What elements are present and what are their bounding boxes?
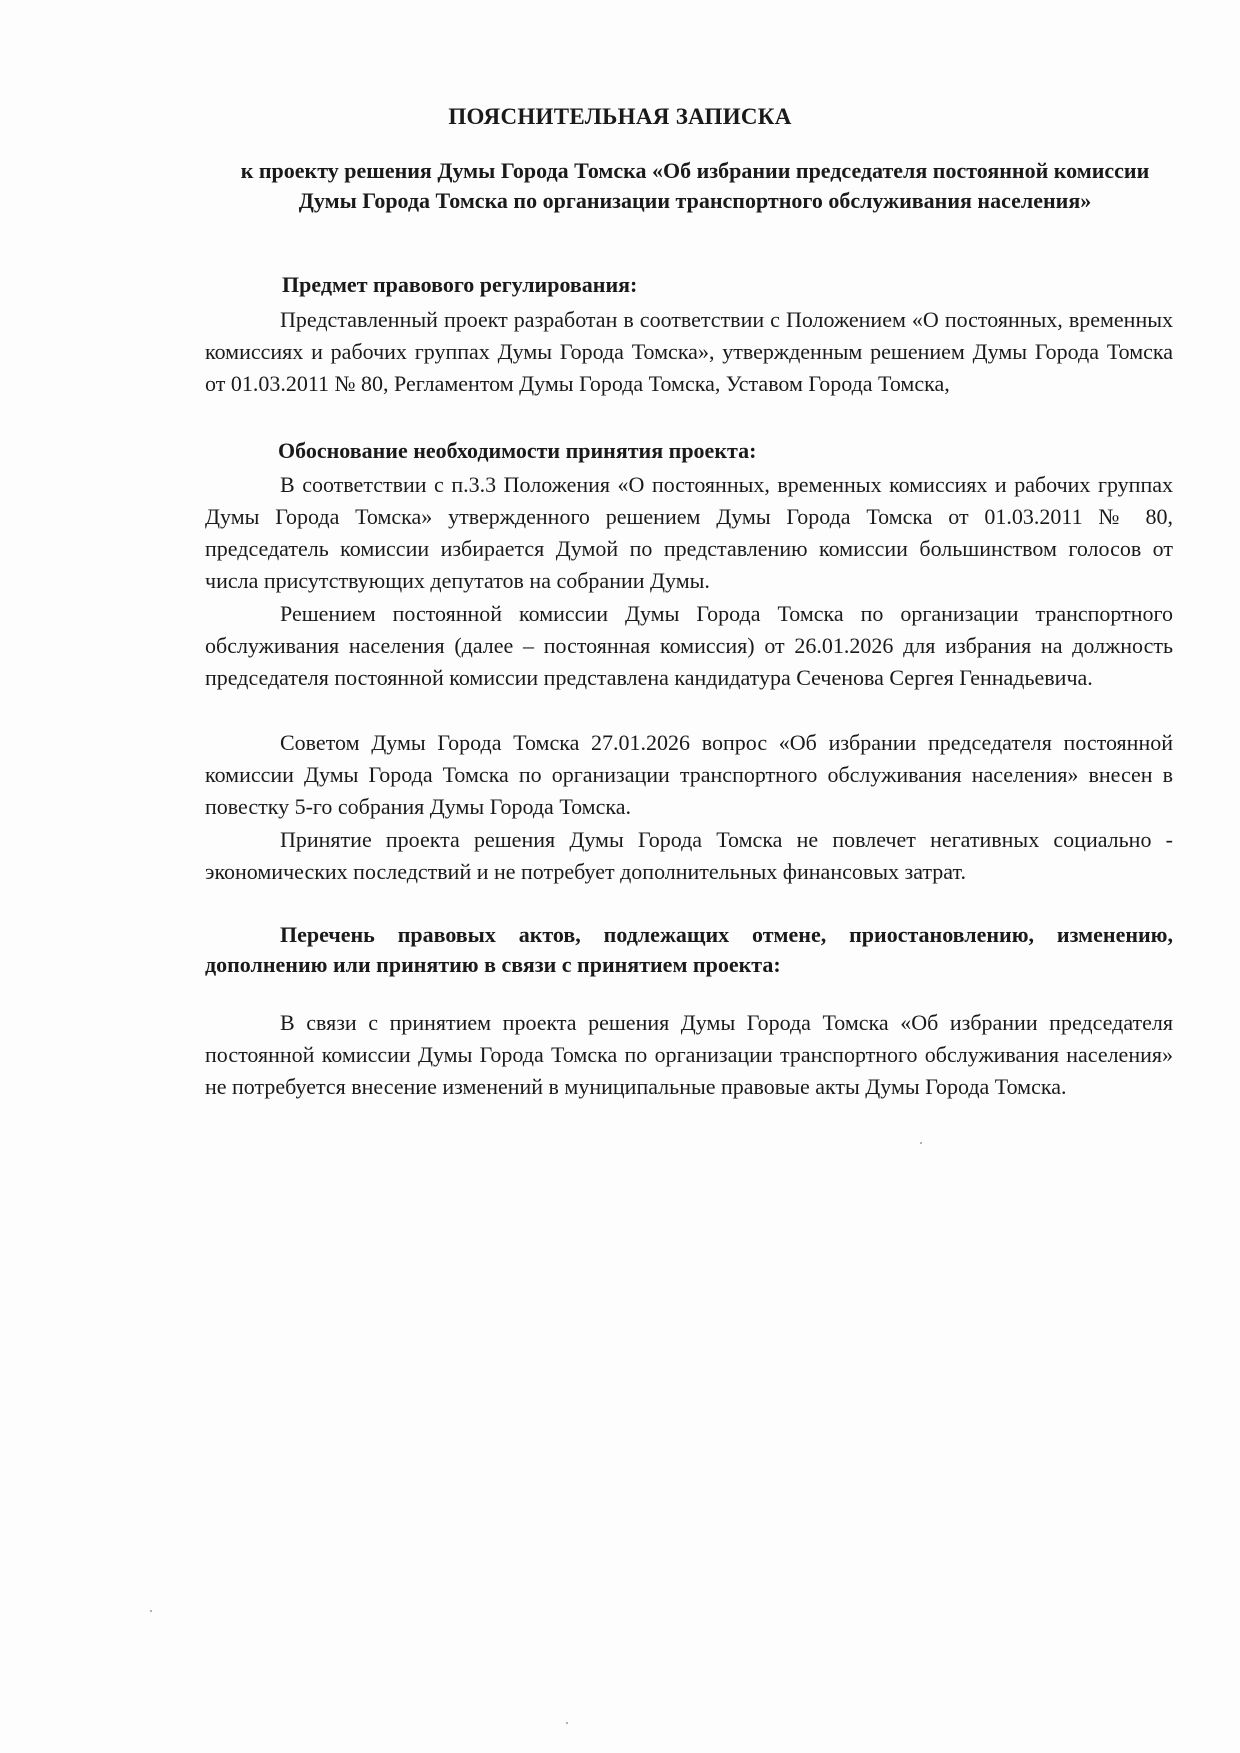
paragraph-justification-2: Решением постоянной комиссии Думы Города Томска по организации транспортного обслуживания населения (далее – постоянная комиссия) от 26.01.2026 для избрания на должность председателя постоянной комиссии представлена кандидатура Сеченова Сергея Геннадьевича. — [205, 601, 1173, 690]
scan-speck — [566, 1722, 568, 1724]
document-subtitle: к проекту решения Думы Города Томска «Об избрании председателя постоянной комиссии Думы Города Томска по организации транспортного обслуживания населения» — [240, 158, 1150, 213]
section-heading-subject: Предмет правового регулирования: — [282, 272, 638, 297]
paragraph-justification-4: Принятие проекта решения Думы Города Томска не повлечет негативных социально - экономических последствий и не потребует дополнительных финансовых затрат. — [205, 827, 1173, 884]
paragraph-acts-list: В связи с принятием проекта решения Думы Города Томска «Об избрании председателя постоянной комиссии Думы Города Томска по организации транспортного обслуживания населения» не потребуется внесение изменений в муниципальные правовые акты Думы Города Томска. — [205, 1010, 1173, 1099]
section-heading-justification: Обоснование необходимости принятия проекта: — [278, 438, 757, 463]
paragraph-justification-1: В соответствии с п.3.3 Положения «О постоянных, временных комиссиях и рабочих группах Думы Города Томска» утвержденного решением Думы Города Томска от 01.03.2011 № 80, председатель комиссии избирается Думой по представлению комиссии большинством голосов от числа присутствующих депутатов на собрании Думы. — [205, 472, 1173, 593]
paragraph-subject: Представленный проект разработан в соответствии с Положением «О постоянных, временных комиссиях и рабочих группах Думы Города Томска», утвержденным решением Думы Города Томска от 01.03.2011 № 80, Регламентом Думы Города Томска, Уставом Города Томска, — [205, 307, 1173, 396]
scan-speck — [150, 1610, 152, 1612]
document-title: ПОЯСНИТЕЛЬНАЯ ЗАПИСКА — [448, 104, 792, 129]
section-heading-acts-list: Перечень правовых актов, подлежащих отмене, приостановлению, изменению, дополнению или принятию в связи с принятием проекта: — [205, 922, 1173, 977]
scan-speck — [920, 1142, 922, 1144]
paragraph-justification-3: Советом Думы Города Томска 27.01.2026 вопрос «Об избрании председателя постоянной комиссии Думы Города Томска по организации транспортного обслуживания населения» внесен в повестку 5-го собрания Думы Города Томска. — [205, 730, 1173, 819]
